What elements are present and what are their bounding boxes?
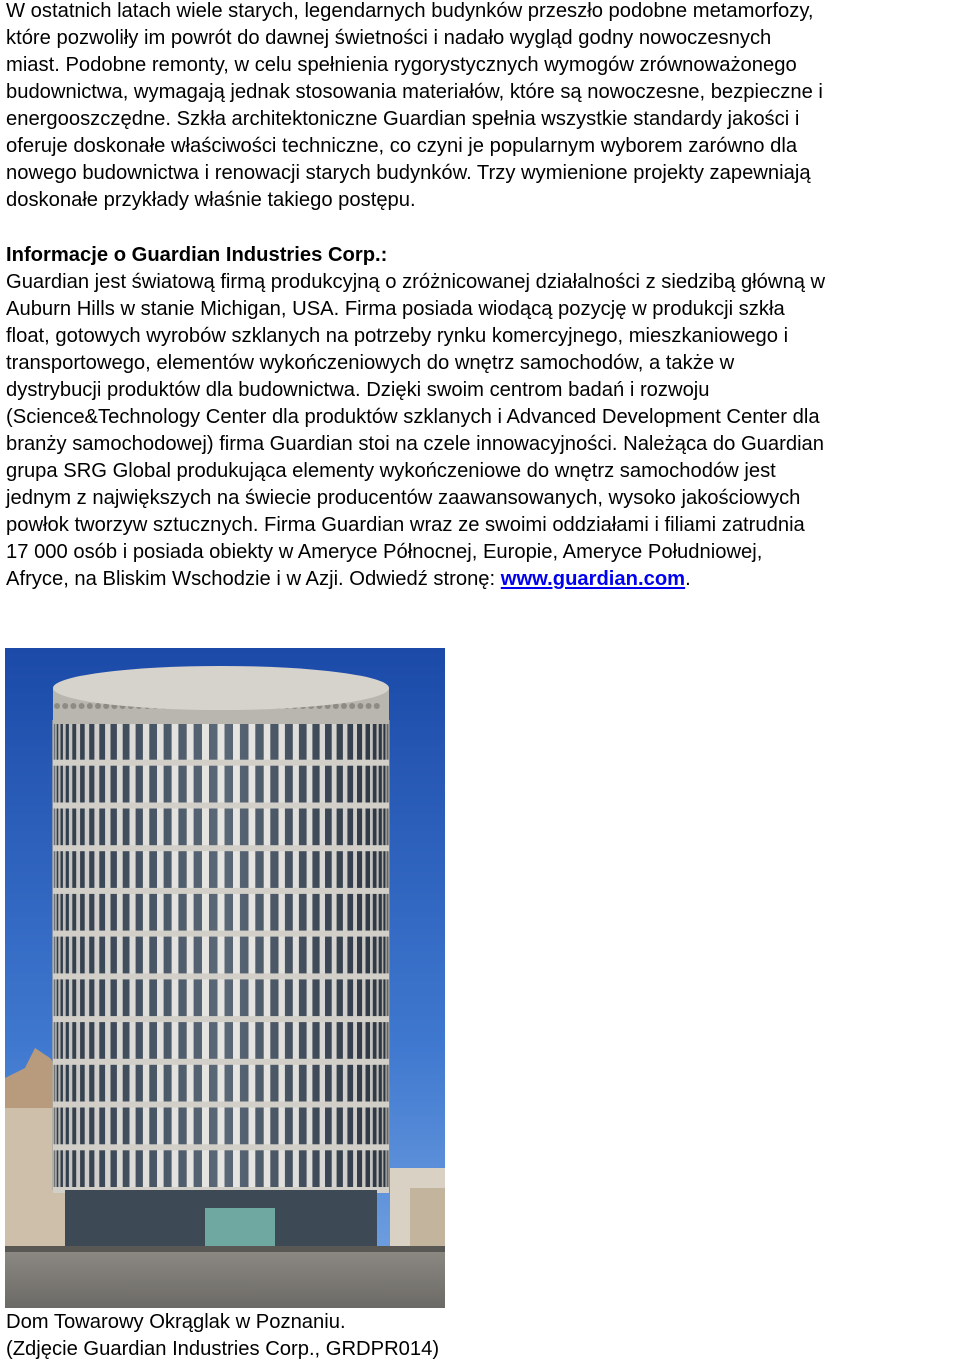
facade-fin: [63, 720, 66, 1190]
intro-line: energooszczędne. Szkła architektoniczne Guardian spełnia wszystkie standardy jakości i: [6, 108, 800, 130]
roof-top: [53, 666, 389, 710]
crown-hole: [374, 703, 380, 709]
facade-fin: [307, 720, 313, 1190]
facade-fin: [117, 720, 123, 1190]
facade-fin: [279, 720, 285, 1190]
about-line: branży samochodowej) firma Guardian stoi na czele innowacyjności. Należąca do Guardian: [6, 433, 825, 455]
facade-fin: [187, 720, 194, 1190]
facade-fin: [53, 720, 55, 1190]
crown-hole: [54, 703, 60, 709]
about-heading: Informacje o Guardian Industries Corp.:: [6, 244, 388, 266]
intro-line: nowego budownictwa i renowacji starych budynków. Trzy wymienione projekty zapewniają: [6, 162, 811, 184]
crown-hole: [70, 703, 76, 709]
building-photo: [5, 648, 445, 1308]
crown-hole: [95, 703, 101, 709]
about-line: 17 000 osób i posiada obiekty w Ameryce Północnej, Europie, Ameryce Południowej,: [6, 541, 763, 563]
floor-band: [53, 845, 389, 851]
floor-band: [53, 973, 389, 979]
facade-fin: [293, 720, 299, 1190]
about-line: grupa SRG Global produkująca elementy wykończeniowe do wnętrz samochodów jest: [6, 460, 776, 482]
facade-fin: [249, 720, 256, 1190]
facade-fin: [332, 720, 337, 1190]
curb: [5, 1246, 445, 1252]
crown-hole: [357, 703, 363, 709]
facade-fin: [343, 720, 348, 1190]
facade-fin: [130, 720, 136, 1190]
floor-band: [53, 1059, 389, 1065]
about-paragraph: [6, 269, 956, 593]
intro-line: które pozwoliły im powrót do dawnej świetności i nadało wygląd godny nowoczesnych: [6, 27, 772, 49]
facade-fin: [85, 720, 90, 1190]
floor-band: [53, 1102, 389, 1108]
caption-title: Dom Towarowy Okrąglak w Poznaniu.: [6, 1311, 346, 1333]
facade-fin: [105, 720, 110, 1190]
intro-line: budownictwa, wymagają jednak stosowania materiałów, które są nowoczesne, bezpieczne i: [6, 81, 823, 103]
website-link[interactable]: www.guardian.com: [500, 568, 686, 590]
intro-line: miast. Podobne remonty, w celu spełnienia rygorystycznych wymogów zrównoważonego: [6, 54, 797, 76]
intro-paragraph: [6, 0, 956, 214]
crown-hole: [366, 703, 372, 709]
floor-band: [53, 888, 389, 894]
building-photo-image: [5, 648, 445, 1308]
facade-fin: [218, 720, 225, 1190]
crown-hole: [87, 703, 93, 709]
storefront: [205, 1208, 275, 1248]
floor-band: [53, 1016, 389, 1022]
crown-hole: [79, 703, 85, 709]
about-last-line-prefix: Afryce, na Bliskim Wschodzie i w Azji. Odwiedź stronę:: [6, 568, 501, 590]
facade-fin: [94, 720, 99, 1190]
facade-fin: [58, 720, 60, 1190]
caption-credit: (Zdjęcie Guardian Industries Corp., GRDPR014): [6, 1338, 440, 1360]
facade-fin: [362, 720, 365, 1190]
about-line: Guardian jest światową firmą produkcyjną o zróżnicowanej działalności z siedzibą główną w: [6, 271, 826, 293]
facade-fin: [157, 720, 164, 1190]
about-line: float, gotowych wyrobów szklanych na potrzeby rynku komercyjnego, mieszkaniowego i: [6, 325, 789, 347]
intro-line: oferuje doskonałe właściwości techniczne, co czyni je popularnym wyborem zarówno dla: [6, 135, 798, 157]
facade-fin: [55, 720, 57, 1190]
about-line: Auburn Hills w stanie Michigan, USA. Firma posiada wiodącą pozycję w produkcji szkła: [6, 298, 785, 320]
intro-line: doskonałe przykłady właśnie takiego postępu.: [6, 189, 416, 211]
facade-fin: [370, 720, 373, 1190]
facade-fin: [377, 720, 379, 1190]
about-last-line-suffix: .: [685, 568, 691, 590]
facade-fin: [264, 720, 271, 1190]
floor-band: [53, 760, 389, 766]
about-line: jednym z największych na świecie producentów zaawansowanych, wysoko jakościowych: [6, 487, 801, 509]
photo-caption: [6, 1309, 439, 1363]
facade-fin: [69, 720, 72, 1190]
facade-fin: [143, 720, 149, 1190]
about-line: transportowego, elementów wykończeniowych do wnętrz samochodów, a także w: [6, 352, 735, 374]
facade-fin: [320, 720, 325, 1190]
facade-fin: [172, 720, 179, 1190]
document-body: [6, 0, 956, 593]
about-line: dystrybucji produktów dla budownictwa. Dzięki swoim centrom badań i rozwoju: [6, 379, 710, 401]
facade-fin: [382, 720, 384, 1190]
facade-fin: [233, 720, 240, 1190]
floor-band: [53, 803, 389, 809]
facade-fin: [76, 720, 80, 1190]
about-line: powłok tworzyw sztucznych. Firma Guardian wraz ze swoimi oddziałami i filiami zatrudnia: [6, 514, 805, 536]
street: [5, 1248, 445, 1308]
crown-hole: [349, 703, 355, 709]
intro-line: W ostatnich latach wiele starych, legendarnych budynków przeszło podobne metamorfozy,: [6, 0, 814, 22]
crown-hole: [341, 703, 347, 709]
facade-fin: [388, 720, 390, 1190]
floor-band: [53, 1144, 389, 1150]
facade-fin: [385, 720, 387, 1190]
floor-band: [53, 931, 389, 937]
about-last-line: [6, 566, 956, 593]
facade-fin: [353, 720, 357, 1190]
about-line: (Science&Technology Center dla produktów szklanych i Advanced Development Center dla: [6, 406, 820, 428]
facade-fin: [202, 720, 209, 1190]
crown-hole: [62, 703, 68, 709]
